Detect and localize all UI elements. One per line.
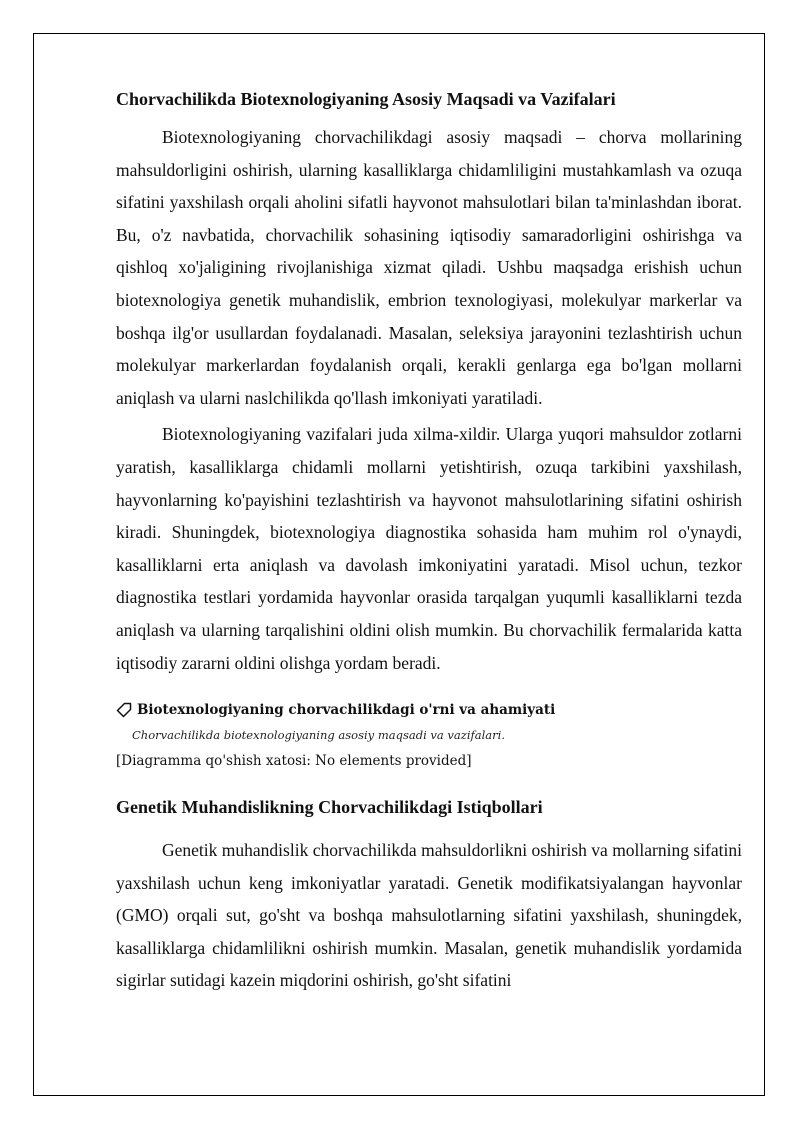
figure-title-text: Biotexnologiyaning chorvachilikdagi o'rni va ahamiyati [137, 702, 556, 719]
document-body [116, 86, 742, 997]
paragraph: Genetik muhandislik chorvachilikda mahsuldorlikni oshirish va mollarning sifatini yaxshilash uchun keng imkoniyatlar yaratadi. Genetik modifikatsiyalangan hayvonlar (GMO) orqali sut, go'sht va boshqa mahsulotlarning sifatini yaxshilash, shuningdek, kasalliklarga chidamlilikni oshirish mumkin. Masalan, genetik muhandislik yordamida sigirlar sutidagi kazein miqdorini oshirish, go'sht sifatini [116, 840, 742, 991]
section-heading: Chorvachilikda Biotexnologiyaning Asosiy Maqsadi va Vazifalari [116, 89, 616, 109]
figure-caption: Chorvachilikda biotexnologiyaning asosiy maqsadi va vazifalari. [132, 728, 505, 743]
paragraph: Biotexnologiyaning chorvachilikdagi asosiy maqsadi – chorva mollarining mahsuldorligini oshirish, ularning kasalliklarga chidamliligini mustahkamlash va ozuqa sifatini yaxshilash orqali aholini sifatli hayvonot mahsulotlari bilan ta'minlashdan iborat. Bu, o'z navbatida, chorvachilik sohasining iqtisodiy samaradorligini oshirishga va qishloq xo'jaligining rivojlanishiga xizmat qiladi. Ushbu maqsadga erishish uchun biotexnologiya genetik muhandislik, embrion texnologiyasi, molekulyar markerlar va boshqa ilg'or usullardan foydalanadi. Masalan, seleksiya jarayonini tezlashtirish uchun molekulyar markerlardan foydalanish orqali, kerakli genlarga ega bo'lgan mollarni aniqlash va ularni naslchilikda qo'llash imkoniyati yaratiladi. [116, 127, 742, 408]
figure-title [116, 701, 742, 719]
paragraph: Biotexnologiyaning vazifalari juda xilma-xildir. Ularga yuqori mahsuldor zotlarni yaratish, kasalliklarga chidamli mollarni yetishtirish, ozuqa tarkibini yaxshilash, hayvonlarning ko'payishini tezlashtirish va hayvonot mahsulotlarining sifatini oshirish kiradi. Shuningdek, biotexnologiya diagnostika sohasida ham muhim rol o'ynaydi, kasalliklarni erta aniqlash va davolash imkoniyatini yaratadi. Misol uchun, tezkor diagnostika testlari yordamida hayvonlar orasida tarqalgan yuqumli kasalliklarni tezda aniqlash va ularning tarqalishini oldini olish mumkin. Bu chorvachilik fermalarida katta iqtisodiy zararni oldini olishga yordam beradi. [116, 424, 742, 673]
figure-error-message: [Diagramma qo'shish xatosi: No elements provided] [116, 753, 472, 770]
tag-icon [116, 702, 132, 718]
section-heading: Genetik Muhandislikning Chorvachilikdagi Istiqbollari [116, 797, 543, 818]
